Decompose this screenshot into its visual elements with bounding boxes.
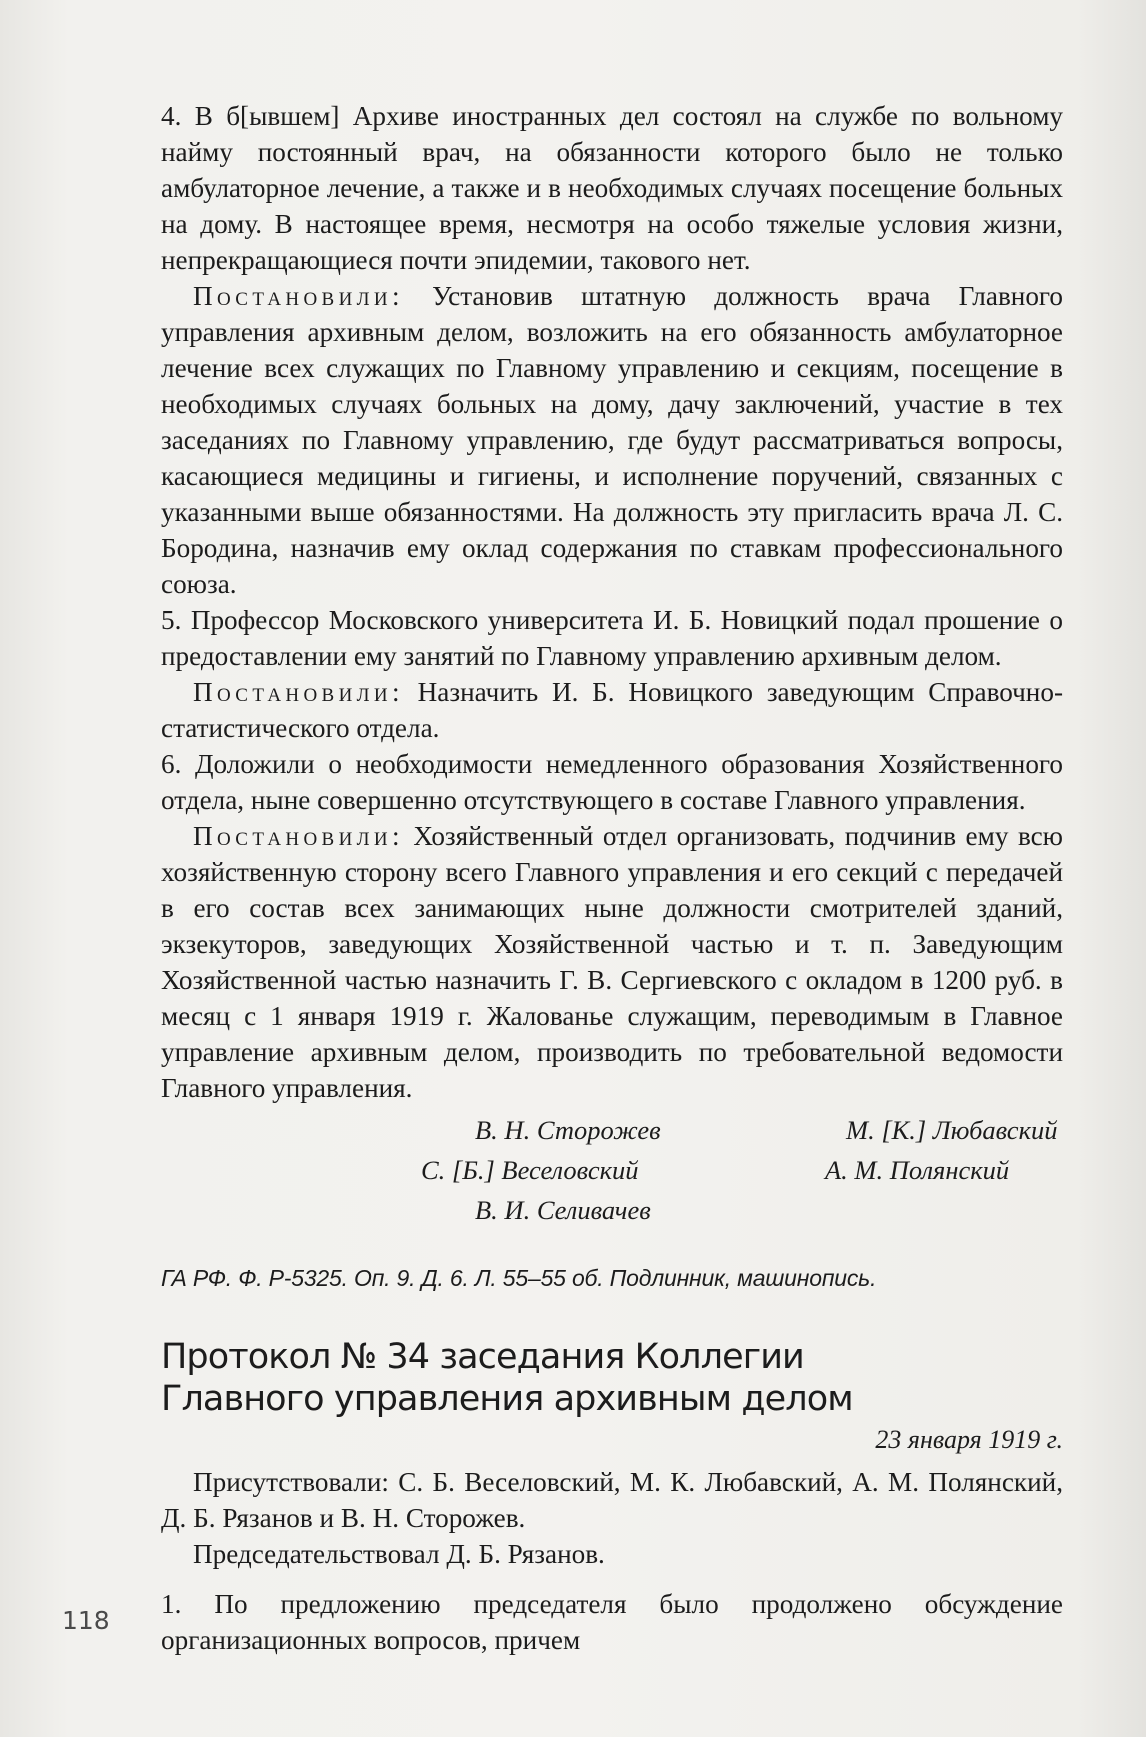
signatures-block [161,1108,1063,1232]
resolution-item-6 [161,818,1063,1106]
protocol-item-1: 1. По предложению председателя было продолжено обсуждение организационных вопросов, причем [161,1589,1063,1655]
text-column [161,98,1063,1658]
resolution-text: Хозяйственный отдел организовать, подчинив ему всю хозяйственную сторону всего Главного управления и его секций с передачей в его состав всех занимающих ныне должности смотрителей зданий, экзекуторов, заведующих Хозяйственной частью и т. п. Заведующим Хозяйственной частью назначить Г. В. Сергиевского с окладом в 1200 руб. в месяц с 1 января 1919 г. Жалованье служащим, переводимым в Главное управление архивным делом, производить по требовательной ведомости Главного управления. [161,821,1063,1103]
protocol-date: 23 января 1919 г. [875,1425,1063,1454]
protocol-heading [161,1336,1063,1420]
resolution-label: Постановили: [193,677,404,707]
chairman-paragraph: Председательствовал Д. Б. Рязанов. [193,1539,605,1569]
archive-source-note: ГА РФ. Ф. Р-5325. Оп. 9. Д. 6. Л. 55–55 об. Подлинник, машинопись. [161,1265,877,1291]
paragraph-item-6: 6. Доложили о необходимости немедленного образования Хозяйственного отдела, ныне совершенно отсутствующего в составе Главного управления. [161,749,1063,815]
resolution-text: Назначить И. Б. Новицкого заведующим Справочно-статистического отдела. [161,677,1063,743]
signature-veselovsky: С. [Б.] Веселовский [421,1155,639,1185]
resolution-label: Постановили: [193,281,404,311]
signature-polyansky: А. М. Полянский [825,1155,1010,1185]
signature-selivachev: В. И. Селивачев [475,1195,651,1225]
page-number: 118 [62,1606,110,1635]
protocol-title-line-1: Протокол № 34 заседания Коллегии [161,1337,804,1377]
resolution-item-4 [161,278,1063,602]
resolution-label: Постановили: [193,821,404,851]
protocol-title-line-2: Главного управления архивным делом [161,1379,853,1419]
signature-lyubavsky: М. [К.] Любавский [846,1115,1058,1145]
paragraph-item-4: 4. В б[ывшем] Архиве иностранных дел состоял на службе по вольному найму постоянный врач, на обязанности которого было не только амбулаторное лечение, а также и в необходимых случаях посещение больных на дому. В настоящее время, несмотря на особо тяжелые условия жизни, непрекращающиеся почти эпидемии, такового нет. [161,101,1063,275]
resolution-item-5 [161,674,1063,746]
paragraph-item-5: 5. Профессор Московского университета И. Б. Новицкий подал прошение о предоставлении ему занятий по Главному управлению архивным делом. [161,605,1063,671]
signature-storozhev: В. Н. Сторожев [475,1115,661,1145]
resolution-text: Установив штатную должность врача Главного управления архивным делом, возложить на его обязанность амбулаторное лечение всех служащих по Главному управлению и секциям, посещение в необходимых случаях больных на дому, дачу заключений, участие в тех заседаниях по Главному управлению, где будут рассматриваться вопросы, касающиеся медицины и гигиены, и исполнение поручений, связанных с указанными выше обязанностями. На должность эту пригласить врача Л. С. Бородина, назначив ему оклад содержания по ставкам профессионального союза. [161,281,1063,599]
attendees-paragraph: Присутствовали: С. Б. Веселовский, М. К. Любавский, А. М. Полянский, Д. Б. Рязанов и В. Н. Сторожев. [161,1467,1063,1533]
